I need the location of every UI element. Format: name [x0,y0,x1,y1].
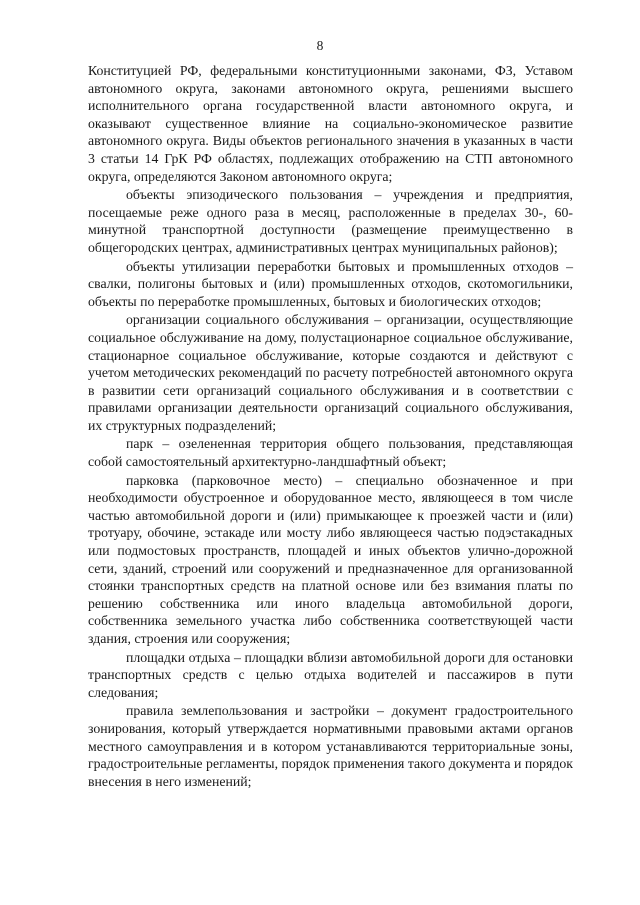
page-number: 8 [316,38,324,53]
paragraph-parking: парковка (парковочное место) – специально обозначенное и при необходимости обустроенное и оборудованное место, являющееся в том числе частью автомобильной дороги и (или) примыкающее к проезжей части и (или) тротуару, обочине, эстакаде или мосту либо являющееся частью подэстакадных или подмостовых пространств, площадей и иных объектов улично-дорожной сети, зданий, строений или сооружений и предназначенное для организованной стоянки транспортных средств на платной основе или без взимания платы по решению собственника или иного владельца автомобильной дороги, собственника земельного участка либо собственника соответствующей части здания, строения или сооружения; [88,472,573,646]
paragraph-rest-areas: площадки отдыха – площадки вблизи автомобильной дороги для остановки транспортных средств с целью отдыха водителей и пассажиров в пути следования; [88,649,573,700]
paragraph-episodic-use-objects: объекты эпизодического пользования – учреждения и предприятия, посещаемые реже одного раза в месяц, расположенные в пределах 30-, 60-минутной транспортной доступности (размещение преимущественно в общегородских центрах, административных центрах муниципальных районов); [88,187,573,255]
paragraph-land-use-rules: правила землепользования и застройки – документ градостроительного зонирования, который утверждается нормативными правовыми актами органов местного самоуправления и в котором устанавливаются территориальные зоны, градостроительные регламенты, порядок применения такого документа и порядок внесения в него изменений; [88,703,573,789]
paragraph-waste-disposal-objects: объекты утилизации переработки бытовых и промышленных отходов – свалки, полигоны бытовых и (или) промышленных отходов, скотомогильники, объекты по переработке промышленных, бытовых и биологических отходов; [88,258,573,309]
paragraph-constitution-continuation: Конституцией РФ, федеральными конституционными законами, ФЗ, Уставом автономного округа, законами автономного округа, решениями высшего исполнительного органа государственной власти автономного округа, и оказывают существенное влияние на социально-экономическое развитие автономного округа. Виды объектов регионального значения в указанных в части 3 статьи 14 ГрК РФ областях, подлежащих отображению на СТП автономного округа, определяются Законом автономного округа; [88,63,573,184]
paragraph-social-service-organizations: организации социального обслуживания – организации, осуществляющие социальное обслуживание на дому, полустационарное социальное обслуживание, стационарное социальное обслуживание, которые создаются и действуют с учетом методических рекомендаций по расчету потребностей автономного округа в развитии сети организаций социального обслуживания и в соответствии с правилами организации деятельности организаций социального обслуживания, их структурных подразделений; [88,312,573,433]
body-text [88,62,573,790]
paragraph-park: парк – озелененная территория общего пользования, представляющая собой самостоятельный архитектурно-ландшафтный объект; [88,436,573,470]
